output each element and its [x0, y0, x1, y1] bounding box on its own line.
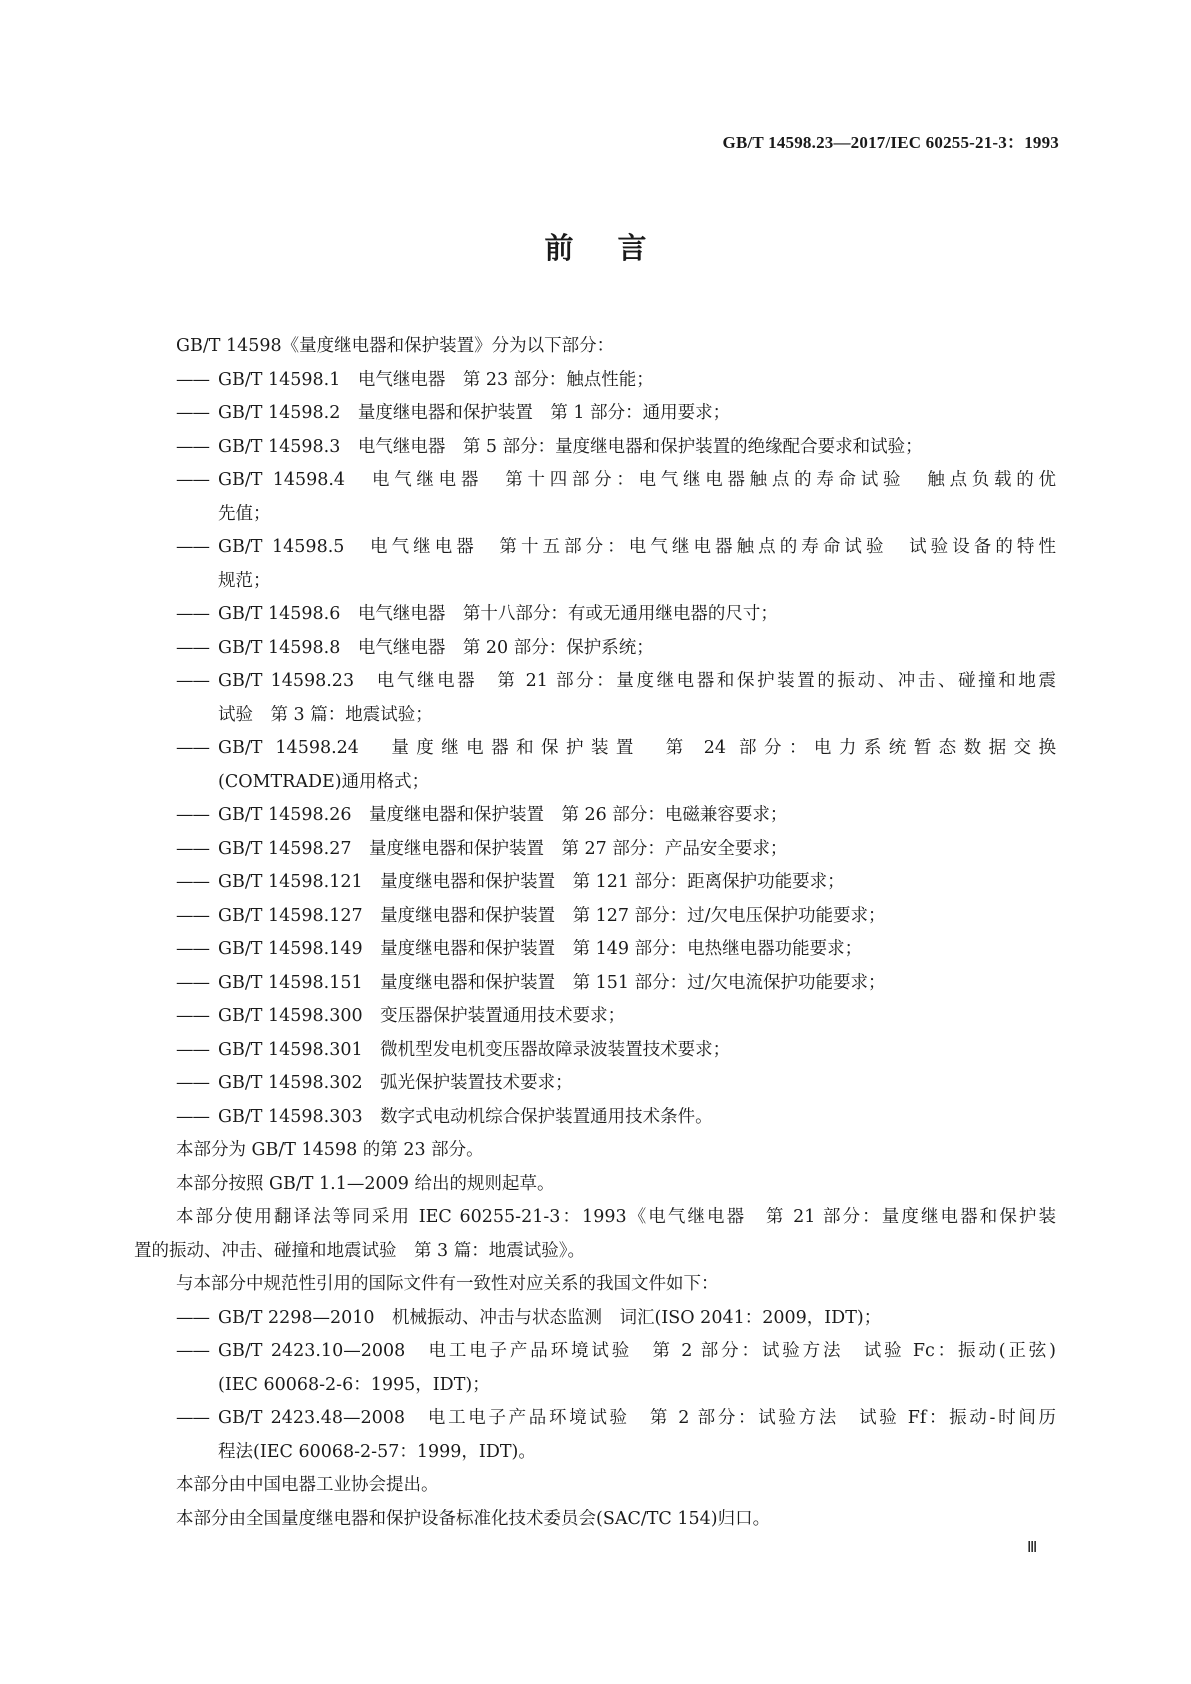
list-item-text: GB/T 2423.10—2008 电工电子产品环境试验 第 2 部分：试验方法 试验 Fc：振动(正弦) — [218, 1341, 1056, 1361]
list-item — [176, 1402, 1056, 1469]
paragraph-adoption-line2: 置的振动、冲击、碰撞和地震试验 第 3 篇：地震试验》。 — [134, 1240, 586, 1261]
dash-mark: —— — [176, 872, 209, 892]
dash-mark: —— — [176, 838, 209, 859]
document-code: GB/T 14598.23—2017/IEC 60255-21-3：1993 — [722, 133, 1059, 152]
list-item — [176, 665, 1056, 732]
dash-mark: —— — [176, 537, 209, 557]
list-item-text: GB/T 14598.4 电气继电器 第十四部分：电气继电器触点的寿命试验 触点负载的优 — [218, 470, 1056, 490]
dash-mark: —— — [176, 738, 209, 758]
dash-mark: —— — [176, 1106, 209, 1127]
dash-mark: —— — [176, 470, 209, 490]
paragraph-part-number: 本部分为 GB/T 14598 的第 23 部分。 — [176, 1140, 484, 1160]
list-item-continuation: 规范； — [218, 570, 271, 591]
dash-mark: —— — [176, 436, 209, 457]
list-item — [176, 531, 1056, 598]
list-item-text: GB/T 14598.3 电气继电器 第 5 部分：量度继电器和保护装置的绝缘配合要求和试验； — [218, 436, 923, 457]
list-item — [176, 833, 1056, 867]
list-item-text: GB/T 14598.6 电气继电器 第十八部分：有或无通用继电器的尺寸； — [218, 604, 778, 624]
list-item — [176, 1067, 1056, 1101]
page-title: 前言 — [544, 231, 691, 265]
list-item — [176, 900, 1056, 934]
parts-list — [176, 364, 1056, 1135]
list-item — [176, 598, 1056, 632]
list-item — [176, 1034, 1056, 1068]
paragraph-adoption — [134, 1201, 1056, 1268]
list-item-text: GB/T 14598.27 量度继电器和保护装置 第 27 部分：产品安全要求； — [218, 838, 788, 859]
list-item — [176, 632, 1056, 666]
list-item — [176, 364, 1056, 398]
list-item-continuation: 先值； — [218, 503, 271, 524]
list-item-text: GB/T 14598.5 电气继电器 第十五部分：电气继电器触点的寿命试验 试验设备的特性 — [218, 537, 1056, 557]
dash-mark: —— — [176, 1307, 209, 1328]
paragraph-custodian: 本部分由全国量度继电器和保护设备标准化技术委员会(SAC/TC 154)归口。 — [176, 1508, 771, 1529]
dash-mark: —— — [176, 1006, 209, 1026]
list-item-continuation: (IEC 60068-2-6：1995，IDT)； — [218, 1374, 490, 1395]
list-item-text: GB/T 14598.23 电气继电器 第 21 部分：量度继电器和保护装置的振动、冲击、碰撞和地震 — [218, 671, 1056, 691]
list-item-text: GB/T 14598.301 微机型发电机变压器故障录波装置技术要求； — [218, 1039, 731, 1060]
list-item — [176, 799, 1056, 833]
paragraph-references-intro: 与本部分中规范性引用的国际文件有一致性对应关系的我国文件如下： — [176, 1274, 719, 1294]
dash-mark: —— — [176, 905, 209, 926]
list-item-continuation: 程法(IEC 60068-2-57：1999，IDT)。 — [218, 1441, 536, 1462]
dash-mark: —— — [176, 604, 209, 624]
list-item — [176, 1302, 1056, 1336]
list-item-text: GB/T 14598.303 数字式电动机综合保护装置通用技术条件。 — [218, 1106, 713, 1127]
list-item-continuation: (COMTRADE)通用格式； — [218, 771, 430, 792]
dash-mark: —— — [176, 1408, 209, 1428]
list-item-text: GB/T 14598.149 量度继电器和保护装置 第 149 部分：电热继电器功能要求； — [218, 939, 863, 959]
dash-mark: —— — [176, 403, 209, 423]
page-number: Ⅲ — [1027, 1540, 1038, 1556]
references-list — [176, 1302, 1056, 1470]
dash-mark: —— — [176, 1073, 209, 1093]
list-item-text: GB/T 14598.8 电气继电器 第 20 部分：保护系统； — [218, 637, 654, 658]
dash-mark: —— — [176, 637, 209, 658]
dash-mark: —— — [176, 972, 209, 993]
list-item-text: GB/T 14598.127 量度继电器和保护装置 第 127 部分：过/欠电压保护功能要求； — [218, 905, 886, 926]
list-item — [176, 967, 1056, 1001]
list-item-continuation: 试验 第 3 篇：地震试验； — [218, 704, 433, 725]
dash-mark: —— — [176, 805, 209, 825]
list-item-text: GB/T 14598.151 量度继电器和保护装置 第 151 部分：过/欠电流保护功能要求； — [218, 972, 886, 993]
document-body — [134, 330, 1056, 1536]
list-item-text: GB/T 14598.2 量度继电器和保护装置 第 1 部分：通用要求； — [218, 403, 731, 423]
dash-mark: —— — [176, 1039, 209, 1060]
list-item — [176, 431, 1056, 465]
dash-mark: —— — [176, 1341, 209, 1361]
paragraph-proposer: 本部分由中国电器工业协会提出。 — [176, 1475, 439, 1495]
list-item — [176, 397, 1056, 431]
dash-mark: —— — [176, 369, 209, 390]
list-item-text: GB/T 14598.121 量度继电器和保护装置 第 121 部分：距离保护功能要求； — [218, 872, 845, 892]
list-item — [176, 1000, 1056, 1034]
intro-paragraph: GB/T 14598《量度继电器和保护装置》分为以下部分： — [176, 336, 615, 356]
list-item — [176, 1335, 1056, 1402]
dash-mark: —— — [176, 671, 209, 691]
paragraph-adoption-line1: 本部分使用翻译法等同采用 IEC 60255-21-3：1993《电气继电器 第 21 部分：量度继电器和保护装 — [176, 1207, 1056, 1227]
list-item-text: GB/T 14598.302 弧光保护装置技术要求； — [218, 1073, 573, 1093]
list-item — [176, 464, 1056, 531]
list-item — [176, 732, 1056, 799]
list-item-text: GB/T 14598.26 量度继电器和保护装置 第 26 部分：电磁兼容要求； — [218, 805, 788, 825]
list-item-text: GB/T 2298—2010 机械振动、冲击与状态监测 词汇(ISO 2041：2009，IDT)； — [218, 1307, 882, 1328]
list-item-text: GB/T 2423.48—2008 电工电子产品环境试验 第 2 部分：试验方法 试验 Ff：振动-时间历 — [218, 1408, 1056, 1428]
paragraph-drafting-rules: 本部分按照 GB/T 1.1—2009 给出的规则起草。 — [176, 1173, 555, 1194]
list-item — [176, 933, 1056, 967]
list-item — [176, 866, 1056, 900]
list-item-text: GB/T 14598.300 变压器保护装置通用技术要求； — [218, 1006, 626, 1026]
list-item — [176, 1101, 1056, 1135]
list-item-text: GB/T 14598.1 电气继电器 第 23 部分：触点性能； — [218, 369, 654, 390]
list-item-text: GB/T 14598.24 量度继电器和保护装置 第 24 部分：电力系统暂态数据交换 — [218, 738, 1056, 758]
dash-mark: —— — [176, 939, 209, 959]
